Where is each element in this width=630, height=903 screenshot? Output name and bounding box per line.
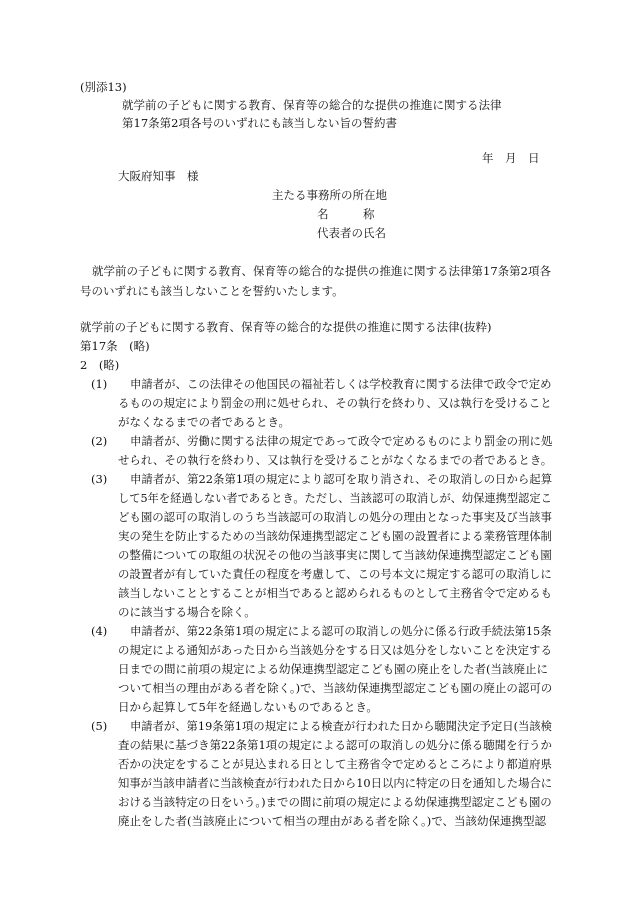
item-number: (4) <box>91 624 108 638</box>
item-line: 申請者が、第22条第1項の規定により認可を取り消され、その取消しの日から起算 <box>130 472 553 486</box>
item-line: せられ、その執行を終わり、又は執行を受けることがなくなるまでの者であるとき。 <box>118 453 553 467</box>
excerpt-article: 第17条 (略) <box>80 339 150 353</box>
item-line: 日から起算して5年を経過しないものであるとき。 <box>118 700 378 714</box>
item-line: るものの規定により罰金の刑に処せられ、その執行を終わり、又は執行を受けること <box>118 396 552 410</box>
item-line: 廃止をした者(当該廃止について相当の理由がある者を除く。)で、当該幼保連携型認 <box>118 814 547 828</box>
item-number: (2) <box>91 434 108 448</box>
title-line-1: 就学前の子どもに関する教育、保育等の総合的な提供の推進に関する法律 <box>122 98 502 112</box>
date-field: 年 月 日 <box>482 151 540 165</box>
item-line: 申請者が、この法律その他国民の福祉若しくは学校教育に関する法律で政令で定め <box>130 377 552 391</box>
pledge-line-1: 就学前の子どもに関する教育、保育等の総合的な提供の推進に関する法律第17条第2項各 <box>92 264 551 278</box>
addressee: 大阪府知事 様 <box>118 169 199 183</box>
item-line: 否かの決定をすることが見込まれる日として主務省令で定めるところにより都道府県 <box>118 757 552 771</box>
item-number: (1) <box>91 377 108 391</box>
item-line: 申請者が、第19条第1項の規定による検査が行われた日から聴聞決定予定日(当該検 <box>130 719 552 733</box>
office-address-label: 主たる事務所の所在地 <box>272 188 387 202</box>
item-line: の規定による通知があった日から当該処分をする日又は処分をしないことを決定する <box>118 643 552 657</box>
title-line-2: 第17条第2項各号のいずれにも該当しない旨の誓約書 <box>122 116 397 130</box>
item-line: おける当該特定の日をいう。)までの間に前項の規定による幼保連携型認定こども園の <box>118 795 552 809</box>
item-line: 知事が当該申請者に当該検査が行われた日から10日以内に特定の日を通知した場合に <box>118 776 553 790</box>
item-line: 該当しないこととすることが相当であると認められるものとして主務省令で定めるも <box>118 586 552 600</box>
item-line: のに該当する場合を除く。 <box>118 605 256 619</box>
item-line: 申請者が、第22条第1項の規定による認可の取消しの処分に係る行政手続法第15条 <box>130 624 552 638</box>
item-line: 査の結果に基づき第22条第1項の規定による認可の取消しの処分に係る聴聞を行うか <box>118 738 552 752</box>
item-line: の設置者が有していた責任の程度を考慮して、この号本文に規定する認可の取消しに <box>118 567 552 581</box>
item-line: の整備についての取組の状況その他の当該事実に関して当該幼保連携型認定こども園 <box>118 548 552 562</box>
item-line: ども園の認可の取消しのうち当該認可の取消しの処分の理由となった事実及び当該事 <box>118 510 552 524</box>
representative-label: 代表者の氏名 <box>317 226 386 240</box>
form-label: (別添13) <box>80 80 127 94</box>
item-line: 申請者が、労働に関する法律の規定であって政令で定めるものにより罰金の刑に処 <box>130 434 553 448</box>
excerpt-paragraph: 2 (略) <box>80 358 120 372</box>
item-line: 日までの間に前項の規定による幼保連携型認定こども園の廃止をした者(当該廃止に <box>118 662 548 676</box>
item-line: 実の発生を防止するための当該幼保連携型認定こども園の設置者による業務管理体制 <box>118 529 552 543</box>
name-label: 名 称 <box>317 207 375 221</box>
item-number: (3) <box>91 472 108 486</box>
item-line: がなくなるまでの者であるとき。 <box>118 415 291 429</box>
excerpt-heading: 就学前の子どもに関する教育、保育等の総合的な提供の推進に関する法律(抜粋) <box>80 320 492 334</box>
item-number: (5) <box>91 719 108 733</box>
item-line: して5年を経過しない者であるとき。ただし、当該認可の取消しが、幼保連携型認定こ <box>118 491 552 505</box>
pledge-line-2: 号のいずれにも該当しないことを誓約いたします。 <box>80 284 344 298</box>
item-line: ついて相当の理由がある者を除く。)で、当該幼保連携型認定こども園の廃止の認可の <box>118 681 553 695</box>
